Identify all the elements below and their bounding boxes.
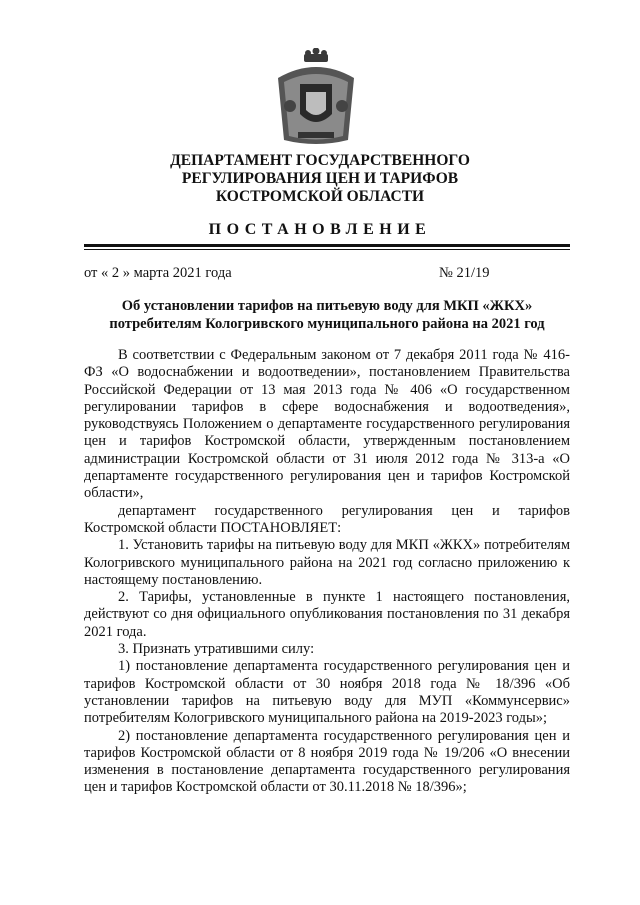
- document-subject: [84, 297, 570, 333]
- paragraph-item-1: 1. Установить тарифы на питьевую воду для МКП «ЖКХ» потребителям Кологривского муниципального района на 2021 год согласно приложению к настоящему постановлению.: [84, 537, 570, 588]
- paragraph-item-3-2: 2) постановление департамента государственного регулирования цен и тарифов Костромской области от 8 ноября 2019 года № 19/206 «О внесении изменения в постановление департамента государственного регулирования цен и тарифов Костромской области от 30.11.2018 № 18/396»;: [84, 727, 570, 796]
- paragraph-item-3: 3. Признать утратившими силу:: [118, 641, 315, 658]
- document-type-title: ПОСТАНОВЛЕНИЕ: [208, 221, 432, 238]
- department-line-2: РЕГУЛИРОВАНИЯ ЦЕН И ТАРИФОВ: [181, 170, 459, 187]
- header-divider-thick: [84, 244, 570, 247]
- paragraph-preamble: В соответствии с Федеральным законом от 7 декабря 2011 года № 416-ФЗ «О водоснабжении и водоотведении», постановлением Правительства Российской Федерации от 13 мая 2013 года № 406 «О государственном регулировании тарифов в сфере водоснабжения и водоотведения», руководствуясь Положением о департаменте государственного регулирования цен и тарифов Костромской области, утвержденным постановлением администрации Костромской области от 31 июля 2012 года № 313-а «О департаменте государственного регулирования цен и тарифов Костромской области»,: [84, 347, 570, 502]
- header-divider-thin: [84, 249, 570, 250]
- paragraph-item-3-1: 1) постановление департамента государственного регулирования цен и тарифов Костромской области от 30 ноября 2018 года № 18/396 «Об установлении тарифов на питьевую воду для МУП «Коммунсервис» потребителям Кологривского муниципального района на 2019-2023 годы»;: [84, 658, 570, 727]
- department-name: [0, 152, 640, 206]
- document-body: [84, 347, 570, 797]
- subject-line-2: потребителям Кологривского муниципального района на 2021 год: [109, 316, 545, 332]
- department-line-1: ДЕПАРТАМЕНТ ГОСУДАРСТВЕННОГО: [170, 152, 470, 169]
- document-date: от « 2 » марта 2021 года: [84, 265, 232, 281]
- document-number: № 21/19: [439, 265, 490, 281]
- subject-line-1: Об установлении тарифов на питьевую воду для МКП «ЖКХ»: [121, 298, 533, 314]
- department-line-3: КОСТРОМСКОЙ ОБЛАСТИ: [215, 188, 425, 205]
- kostroma-coat-of-arms-icon: [268, 48, 364, 148]
- paragraph-item-2: 2. Тарифы, установленные в пункте 1 настоящего постановления, действуют со дня официального опубликования постановления по 31 декабря 2021 года.: [84, 589, 570, 640]
- paragraph-resolves: департамент государственного регулирования цен и тарифов Костромской области ПОСТАНОВЛЯЕТ:: [84, 502, 570, 536]
